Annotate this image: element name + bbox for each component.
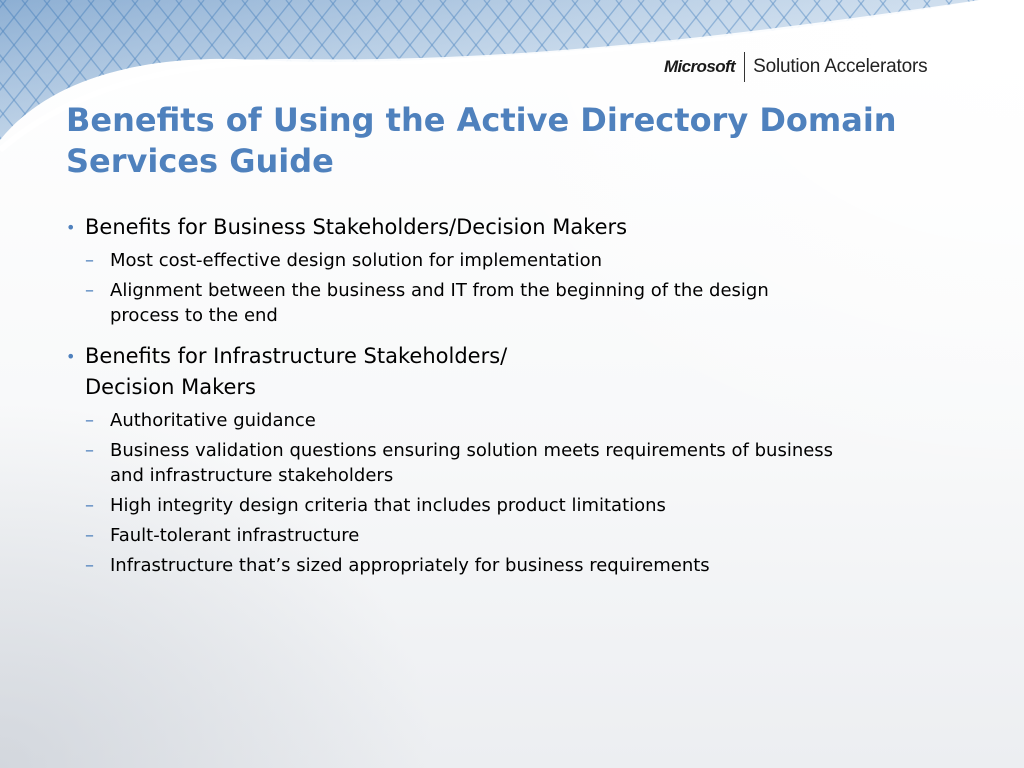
infrastructure-stakeholders-section [66,341,986,578]
level2-bullet-text: High integrity design criteria that includes product limitations [110,495,666,516]
microsoft-wordmark: Microsoft [664,57,736,76]
business-stakeholders-section [66,212,986,328]
microsoft-solution-accelerators-logo [664,50,927,84]
level1-bullet-text: Benefits for Business Stakeholders/Decision Makers [85,215,628,239]
level2-bullet-text: Authoritative guidance [110,410,316,431]
level2-bullet-text-continuation: and infrastructure stakeholders [110,465,394,486]
level2-bullet [66,408,986,433]
level1-bullet-text-continuation: Decision Makers [85,375,256,399]
bullet-content [66,212,986,578]
level1-bullet-text: Benefits for Infrastructure Stakeholders/ [85,344,508,368]
level2-bullet [66,523,986,548]
level1-bullet [66,341,986,403]
bullet-dash-icon: – [85,410,94,431]
bullet-dash-icon: – [85,440,94,461]
level1-bullet [66,212,986,243]
bullet-dash-icon: – [85,280,94,301]
solution-accelerators-label: Solution Accelerators [753,56,928,77]
slide-title [66,100,966,182]
slide-title-line-2: Services Guide [66,142,334,180]
level2-bullet-text: Alignment between the business and IT from the beginning of the design [110,280,769,301]
bullet-dash-icon: – [85,525,94,546]
bullet-dot-icon: • [66,347,76,366]
level2-bullet-text: Fault-tolerant infrastructure [110,525,360,546]
level2-bullet-text: Most cost-effective design solution for implementation [110,250,603,271]
logo-divider [744,52,745,82]
bullet-dot-icon: • [66,218,76,237]
level2-bullet [66,278,986,328]
bullet-dash-icon: – [85,555,94,576]
level2-bullet [66,248,986,273]
level2-bullet-text: Business validation questions ensuring solution meets requirements of business [110,440,834,461]
level2-bullet [66,493,986,518]
bullet-dash-icon: – [85,250,94,271]
level2-bullet-text: Infrastructure that’s sized appropriately for business requirements [110,555,710,576]
level2-bullet [66,438,986,488]
level2-bullet-text-continuation: process to the end [110,305,278,326]
slide-title-line-1: Benefits of Using the Active Directory Domain [66,101,897,139]
bullet-dash-icon: – [85,495,94,516]
level2-bullet [66,553,986,578]
